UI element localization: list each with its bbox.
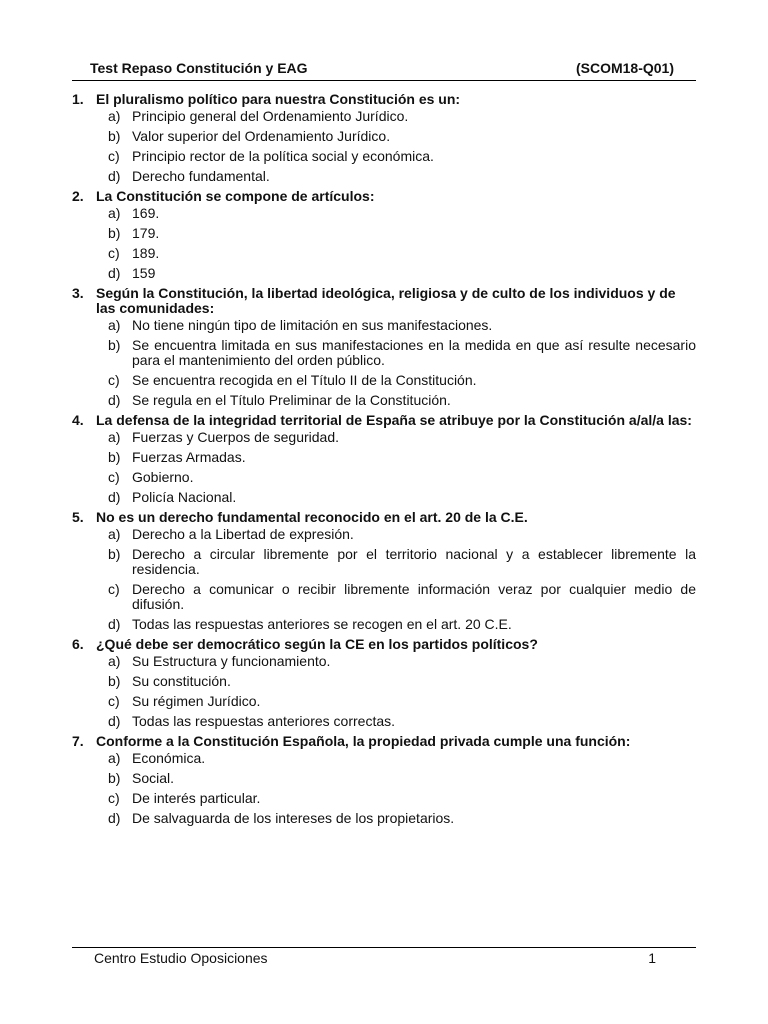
option-text: Valor superior del Ordenamiento Jurídico. — [132, 128, 391, 144]
header-title: Test Repaso Constitución y EAG — [90, 60, 308, 76]
option-letter: d) — [108, 168, 121, 184]
option-letter: b) — [108, 225, 121, 241]
option-list — [72, 206, 696, 281]
option-d — [72, 490, 696, 505]
option-b — [72, 129, 696, 144]
option-text: De salvaguarda de los intereses de los propietarios. — [132, 810, 455, 826]
option-letter: a) — [108, 750, 121, 766]
option-letter: d) — [108, 810, 121, 826]
option-a — [72, 430, 696, 445]
question-1 — [72, 92, 696, 184]
option-text: Su Estructura y funcionamiento. — [132, 653, 331, 669]
option-c — [72, 149, 696, 164]
question-number: 1. — [72, 91, 84, 107]
question-number: 3. — [72, 285, 84, 301]
question-number: 2. — [72, 188, 84, 204]
question-number: 4. — [72, 412, 84, 428]
option-text: Principio rector de la política social y económica. — [132, 148, 434, 164]
option-letter: d) — [108, 265, 121, 281]
option-b — [72, 674, 696, 689]
question-6 — [72, 637, 696, 729]
option-text: Se regula en el Título Preliminar de la Constitución. — [132, 392, 451, 408]
question-4 — [72, 413, 696, 505]
option-text: Fuerzas Armadas. — [132, 449, 246, 465]
question-text: Según la Constitución, la libertad ideológica, religiosa y de culto de los individuos y de las comunidades: — [96, 285, 676, 316]
option-d — [72, 617, 696, 632]
option-text: Derecho a comunicar o recibir libremente información veraz por cualquier medio de difusión. — [132, 581, 696, 612]
question-number: 6. — [72, 636, 84, 652]
option-c — [72, 246, 696, 261]
question-text: La defensa de la integridad territorial de España se atribuye por la Constitución a/al/a las: — [96, 412, 692, 428]
question-list — [72, 92, 696, 831]
option-letter: b) — [108, 337, 121, 353]
option-letter: a) — [108, 429, 121, 445]
option-letter: a) — [108, 108, 121, 124]
option-b — [72, 450, 696, 465]
option-d — [72, 266, 696, 281]
option-letter: c) — [108, 245, 120, 261]
question-3 — [72, 286, 696, 408]
option-letter: a) — [108, 205, 121, 221]
option-d — [72, 393, 696, 408]
option-letter: a) — [108, 653, 121, 669]
option-letter: b) — [108, 770, 121, 786]
question-text: La Constitución se compone de artículos: — [96, 188, 375, 204]
option-letter: c) — [108, 693, 120, 709]
option-letter: b) — [108, 673, 121, 689]
option-b — [72, 338, 696, 368]
option-a — [72, 109, 696, 124]
option-text: Derecho a circular libremente por el territorio nacional y a establecer libremente la residencia. — [132, 546, 696, 577]
option-text: 169. — [132, 205, 160, 221]
question-number: 5. — [72, 509, 84, 525]
option-c — [72, 694, 696, 709]
page-number: 1 — [648, 950, 656, 966]
option-a — [72, 527, 696, 542]
option-list — [72, 109, 696, 184]
question-5 — [72, 510, 696, 632]
question-2 — [72, 189, 696, 281]
option-letter: d) — [108, 489, 121, 505]
page-header — [72, 60, 696, 76]
option-c — [72, 373, 696, 388]
option-text: Su constitución. — [132, 673, 231, 689]
option-b — [72, 547, 696, 577]
option-text: Principio general del Ordenamiento Jurídico. — [132, 108, 409, 124]
option-text: Derecho a la Libertad de expresión. — [132, 526, 354, 542]
option-c — [72, 470, 696, 485]
option-list — [72, 318, 696, 408]
option-b — [72, 771, 696, 786]
option-letter: a) — [108, 317, 121, 333]
option-letter: b) — [108, 128, 121, 144]
header-code: (SCOM18-Q01) — [575, 60, 674, 76]
question-text: Conforme a la Constitución Española, la propiedad privada cumple una función: — [96, 733, 631, 749]
option-letter: b) — [108, 449, 121, 465]
option-text: Policía Nacional. — [132, 489, 237, 505]
option-text: Gobierno. — [132, 469, 194, 485]
option-letter: c) — [108, 372, 120, 388]
option-a — [72, 318, 696, 333]
option-text: Derecho fundamental. — [132, 168, 270, 184]
option-list — [72, 430, 696, 505]
option-text: Fuerzas y Cuerpos de seguridad. — [132, 429, 339, 445]
option-letter: a) — [108, 526, 121, 542]
option-text: Económica. — [132, 750, 206, 766]
option-a — [72, 654, 696, 669]
footer-center-name: Centro Estudio Oposiciones — [94, 950, 268, 966]
option-a — [72, 751, 696, 766]
option-text: Social. — [132, 770, 175, 786]
option-letter: c) — [108, 581, 120, 597]
option-text: Se encuentra recogida en el Título II de la Constitución. — [132, 372, 477, 388]
option-b — [72, 226, 696, 241]
option-a — [72, 206, 696, 221]
question-7 — [72, 734, 696, 826]
option-list — [72, 751, 696, 826]
question-text: No es un derecho fundamental reconocido en el art. 20 de la C.E. — [96, 509, 528, 525]
option-c — [72, 582, 696, 612]
option-text: De interés particular. — [132, 790, 261, 806]
footer-divider — [72, 947, 696, 948]
option-letter: b) — [108, 546, 121, 562]
option-text: Todas las respuestas anteriores correctas. — [132, 713, 396, 729]
option-text: Se encuentra limitada en sus manifestaciones en la medida en que así resulte necesario para el mantenimiento del orden público. — [132, 337, 696, 368]
option-text: 189. — [132, 245, 160, 261]
option-d — [72, 714, 696, 729]
question-text: ¿Qué debe ser democrático según la CE en los partidos políticos? — [96, 636, 538, 652]
page-footer — [72, 950, 696, 966]
option-text: No tiene ningún tipo de limitación en sus manifestaciones. — [132, 317, 493, 333]
option-letter: c) — [108, 790, 120, 806]
option-d — [72, 169, 696, 184]
option-c — [72, 791, 696, 806]
option-letter: c) — [108, 148, 120, 164]
question-text: El pluralismo político para nuestra Constitución es un: — [96, 91, 461, 107]
option-letter: c) — [108, 469, 120, 485]
option-list — [72, 527, 696, 632]
option-list — [72, 654, 696, 729]
option-text: Su régimen Jurídico. — [132, 693, 261, 709]
option-d — [72, 811, 696, 826]
option-letter: d) — [108, 392, 121, 408]
option-letter: d) — [108, 713, 121, 729]
header-divider — [72, 80, 696, 81]
option-letter: d) — [108, 616, 121, 632]
option-text: Todas las respuestas anteriores se recogen en el art. 20 C.E. — [132, 616, 512, 632]
question-number: 7. — [72, 733, 84, 749]
option-text: 159 — [132, 265, 156, 281]
option-text: 179. — [132, 225, 160, 241]
